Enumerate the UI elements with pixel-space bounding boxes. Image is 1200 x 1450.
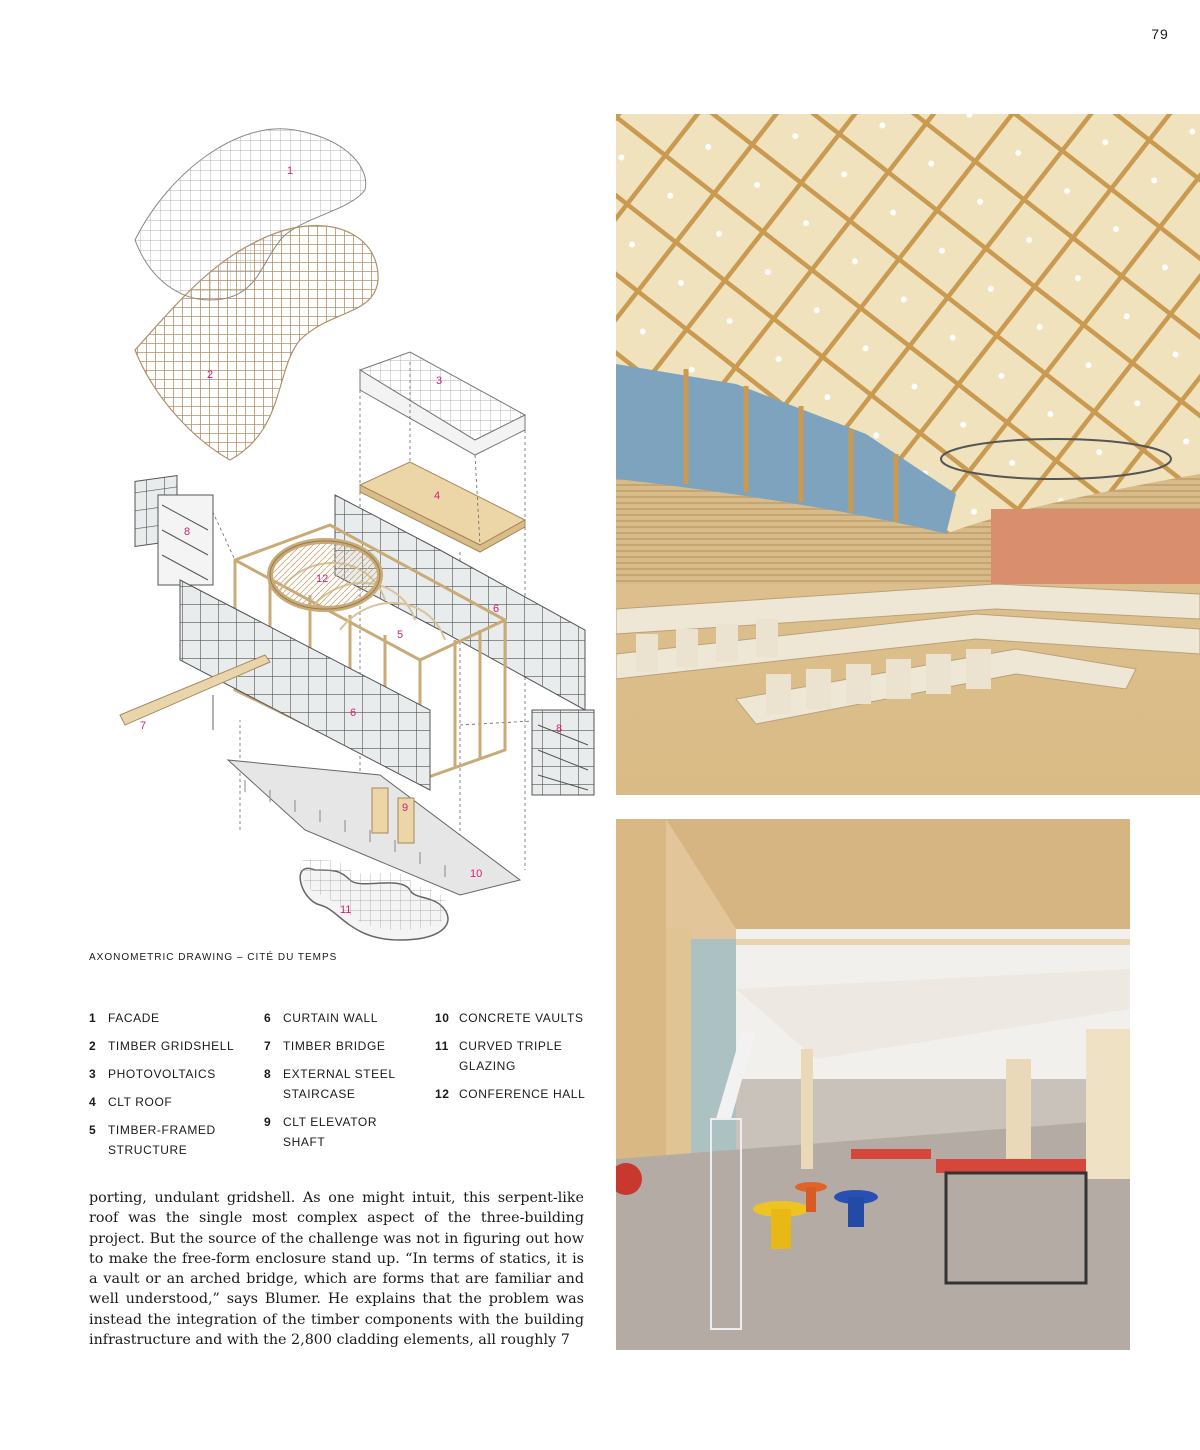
legend-item: 3 PHOTOVOLTAICS xyxy=(89,1067,216,1081)
figure-caption: AXONOMETRIC DRAWING – CITÉ DU TEMPS xyxy=(89,952,338,963)
callout-2: 2 xyxy=(207,369,214,381)
legend-item: 5 TIMBER-FRAMED STRUCTURE xyxy=(89,1123,216,1157)
legend-item: 7 TIMBER BRIDGE xyxy=(264,1039,386,1053)
callout-7: 7 xyxy=(140,720,147,732)
legend-item: 9 CLT ELEVATOR SHAFT xyxy=(264,1115,378,1149)
exhibition-hall-photo xyxy=(616,819,1130,1350)
callout-4: 4 xyxy=(434,490,441,502)
page-number: 79 xyxy=(1151,26,1169,42)
callout-8-right: 8 xyxy=(556,723,563,735)
axonometric-drawing xyxy=(110,100,600,950)
legend-column-2 xyxy=(264,1008,434,1160)
legend-item: 1 FACADE xyxy=(89,1011,160,1025)
legend-item: 2 TIMBER GRIDSHELL xyxy=(89,1039,235,1053)
callout-5: 5 xyxy=(397,629,404,641)
callout-6-back: 6 xyxy=(493,603,500,615)
conference-hall-photo xyxy=(616,114,1200,795)
body-paragraph: porting, undulant gridshell. As one might intuit, this serpent-like roof was the single most complex aspect of the three-building project. But the source of the challenge was not in figuring out how to make the free-form enclosure stand up. “In terms of statics, it is a vault or an arched bridge, which are forms that are familiar and well understood,” says Blumer. He explains that the problem was instead the integration of the timber components with the building infrastructure and with the 2,800 cladding elements, all roughly 7 xyxy=(89,1190,584,1349)
callout-8-left: 8 xyxy=(184,526,191,538)
callout-10: 10 xyxy=(470,868,483,880)
callout-1: 1 xyxy=(287,165,294,177)
legend-item: 8 EXTERNAL STEEL STAIRCASE xyxy=(264,1067,396,1101)
callout-11: 11 xyxy=(340,904,352,916)
legend-column-1 xyxy=(89,1008,259,1168)
callout-12: 12 xyxy=(316,573,329,585)
legend-column-3 xyxy=(435,1008,605,1112)
callout-3: 3 xyxy=(436,375,443,387)
callout-9: 9 xyxy=(402,802,409,814)
callout-6-front: 6 xyxy=(350,707,357,719)
legend-item: 11 CURVED TRIPLE GLAZING xyxy=(435,1039,563,1073)
legend-item: 12 CONFERENCE HALL xyxy=(435,1087,586,1101)
legend-item: 6 CURTAIN WALL xyxy=(264,1011,378,1025)
legend-item: 4 CLT ROOF xyxy=(89,1095,173,1109)
legend-item: 10 CONCRETE VAULTS xyxy=(435,1011,584,1025)
